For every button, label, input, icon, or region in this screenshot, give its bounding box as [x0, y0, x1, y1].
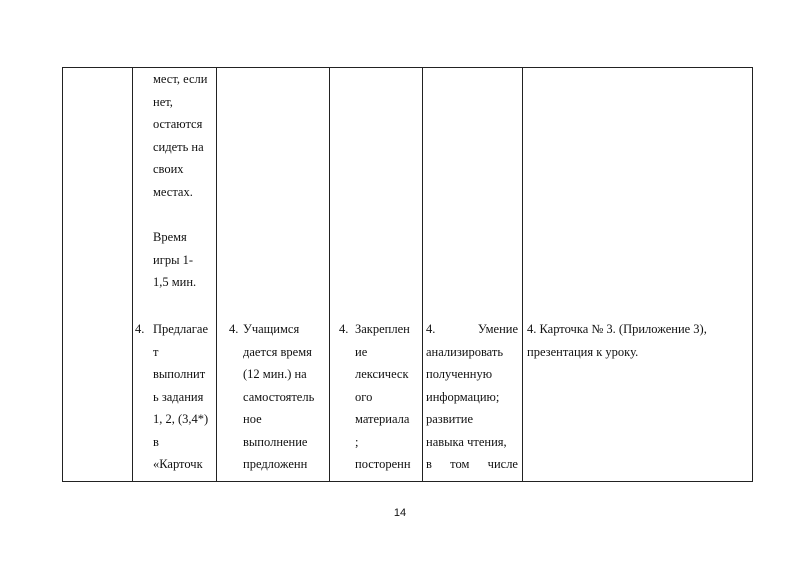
text-line: Время	[153, 230, 187, 244]
text-word: в	[426, 457, 432, 471]
item-number: 4.	[426, 322, 436, 336]
text-line: мест, если	[153, 72, 208, 86]
text-line: презентация к уроку.	[527, 344, 639, 359]
text-word: Умение	[477, 322, 518, 336]
column-divider	[522, 68, 523, 481]
skills-item	[426, 318, 518, 476]
text-line: развитие	[426, 412, 474, 426]
student-activity-item	[243, 318, 325, 476]
goal-item	[355, 318, 419, 476]
text-line: ого	[355, 389, 373, 404]
text-line	[426, 318, 518, 341]
text-line: остаются	[153, 117, 203, 131]
column-divider	[216, 68, 217, 481]
text-line: ;	[355, 434, 359, 449]
text-word: том	[450, 457, 470, 471]
item-number: 4.	[339, 322, 349, 336]
text-line: дается время	[243, 344, 312, 359]
text-line: Закреплен	[355, 322, 410, 336]
text-line: «Карточк	[153, 457, 203, 471]
text-line: посторенн	[355, 457, 411, 471]
column-divider	[422, 68, 423, 481]
text-line: 1,5 мин.	[153, 275, 197, 289]
text-line: лексическ	[355, 367, 409, 381]
text-line: ие	[355, 344, 368, 359]
text-line: (12 мин.) на	[243, 367, 307, 381]
text-line: игры 1-	[153, 252, 194, 267]
column-divider	[329, 68, 330, 481]
text-line: информацию;	[426, 389, 500, 404]
text-line: 4. Карточка № 3. (Приложение 3),	[527, 322, 707, 336]
text-line: местах.	[153, 184, 193, 199]
text-line: предложенн	[243, 457, 308, 471]
text-line: ное	[243, 412, 262, 426]
column-divider	[132, 68, 133, 481]
text-line: навыка чтения,	[426, 434, 507, 449]
text-line: т	[153, 344, 159, 359]
text-line: нет,	[153, 94, 173, 109]
materials-item	[527, 318, 749, 363]
text-line: в	[153, 434, 159, 449]
text-line: выполнит	[153, 367, 206, 381]
text-line: полученную	[426, 367, 493, 381]
text-line: выполнение	[243, 434, 308, 449]
text-line: сидеть на	[153, 139, 204, 154]
text-line: ь задания	[153, 389, 204, 404]
text-word: числе	[487, 457, 518, 471]
teacher-activity-continued	[153, 68, 213, 203]
text-line: самостоятель	[243, 389, 315, 404]
game-time-note	[153, 226, 213, 294]
lesson-plan-table	[62, 67, 753, 482]
text-line: Предлагае	[153, 322, 209, 336]
text-line: своих	[153, 162, 184, 176]
text-line: 1, 2, (3,4*)	[153, 412, 209, 426]
text-line: анализировать	[426, 344, 504, 359]
page-number: 14	[393, 507, 407, 519]
item-number: 4.	[135, 322, 145, 336]
text-line: материала	[355, 412, 410, 426]
text-line	[426, 453, 518, 476]
item-number: 4.	[229, 322, 239, 336]
teacher-activity-item	[153, 318, 215, 476]
text-line: Учащимся	[243, 322, 300, 336]
